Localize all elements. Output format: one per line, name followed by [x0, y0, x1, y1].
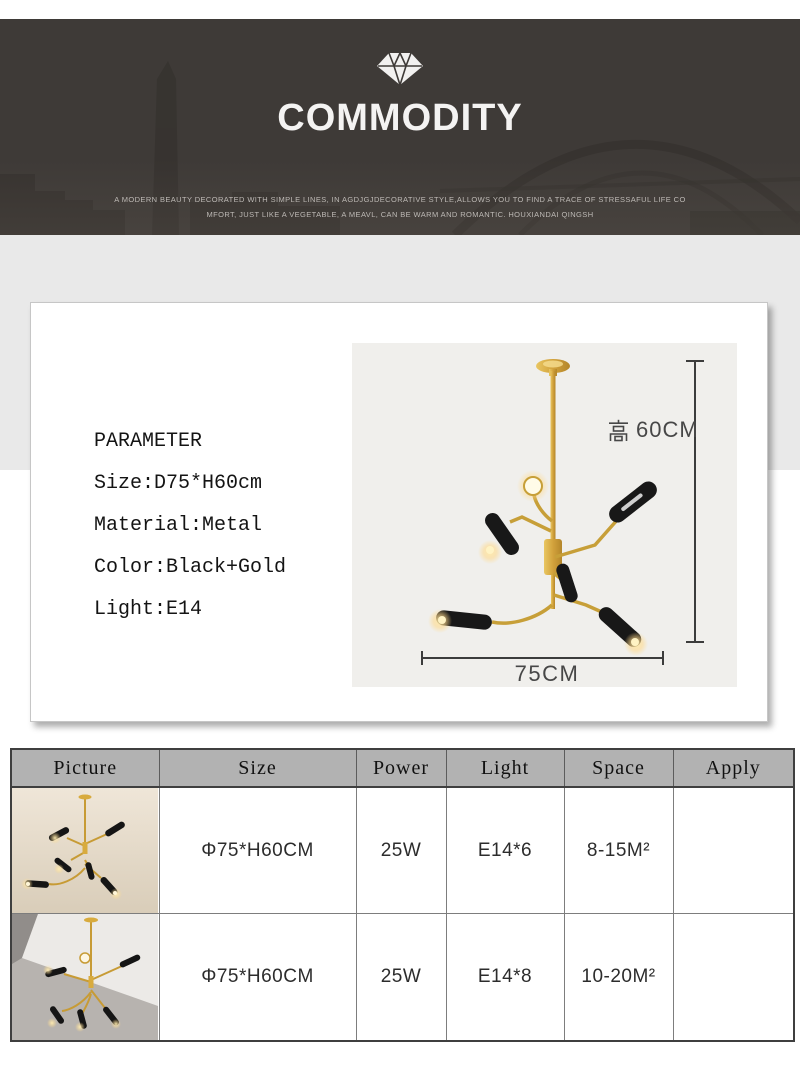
cell-space: 8-15M² — [564, 787, 673, 914]
cjk-height-glyph — [608, 419, 629, 442]
table-row — [11, 914, 794, 1042]
cell-power: 25W — [356, 914, 446, 1042]
cell-apply — [673, 787, 794, 914]
spec-line-color: Color:Black+Gold — [94, 556, 287, 579]
cell-apply — [673, 914, 794, 1042]
product-figure — [352, 343, 737, 687]
cell-size: Φ75*H60CM — [159, 787, 356, 914]
parameter-heading: PARAMETER — [94, 430, 203, 453]
banner-subtitle-line1: A MODERN BEAUTY DECORATED WITH SIMPLE LINES, IN AGDJGJDECORATIVE STYLE,ALLOWS YOU TO FIND A TRACE OF STRESSAFUL LIFE CO — [114, 195, 686, 204]
cell-space: 10-20M² — [564, 914, 673, 1042]
cell-light: E14*8 — [446, 914, 564, 1042]
spec-line-light: Light:E14 — [94, 598, 203, 621]
width-dimension-label: 75CM — [514, 661, 580, 686]
cell-power: 25W — [356, 787, 446, 914]
spec-line-size: Size:D75*H60cm — [94, 472, 263, 495]
height-value: 60CM — [636, 417, 699, 442]
parameter-card — [30, 302, 768, 722]
parameter-spec-list — [94, 421, 286, 631]
banner-subtitle-line2: MFORT, JUST LIKE A VEGETABLE, A MEAVL, CAN BE WARM AND ROMANTIC. HOUXIANDAI QINGSH — [206, 210, 594, 219]
cell-size: Φ75*H60CM — [159, 914, 356, 1042]
header-space: Space — [564, 749, 673, 787]
header-light: Light — [446, 749, 564, 787]
chandelier-illustration — [352, 343, 737, 687]
product-photo-cream — [11, 787, 159, 914]
chandelier-body — [428, 359, 660, 656]
spec-table — [10, 748, 795, 1042]
header-size: Size — [159, 749, 356, 787]
header-picture: Picture — [11, 749, 159, 787]
spec-line-material: Material:Metal — [94, 514, 263, 537]
header-apply: Apply — [673, 749, 794, 787]
banner — [0, 19, 800, 235]
product-photo-ceiling — [11, 914, 159, 1042]
header-power: Power — [356, 749, 446, 787]
height-dimension-label — [608, 417, 699, 443]
banner-title: COMMODITY — [277, 97, 523, 139]
diamond-icon — [376, 52, 424, 86]
cell-light: E14*6 — [446, 787, 564, 914]
table-row — [11, 787, 794, 914]
spec-table-header-row — [11, 749, 794, 787]
